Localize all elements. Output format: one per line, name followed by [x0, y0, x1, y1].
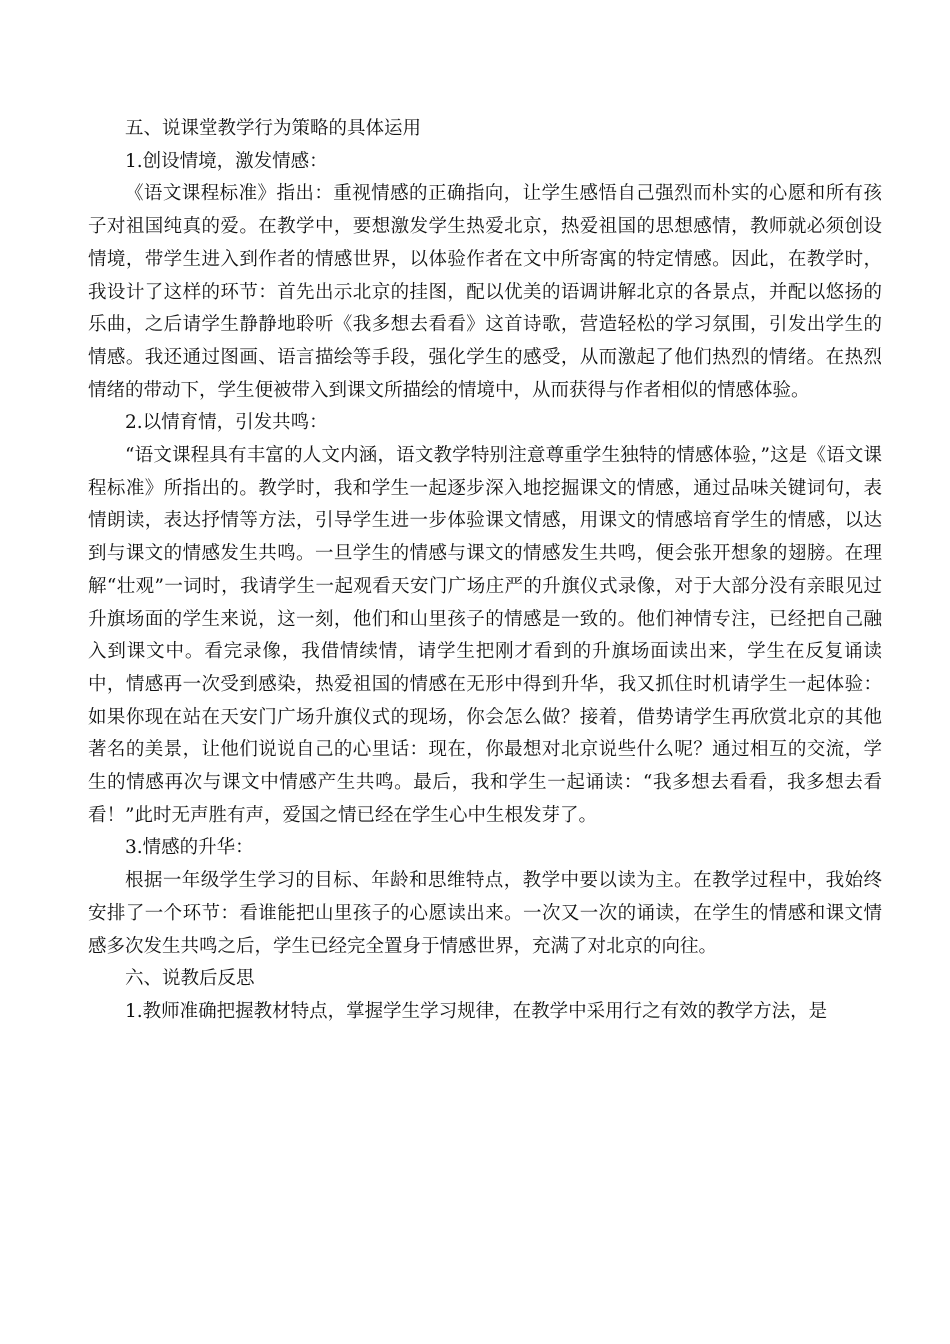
paragraph-create-scene: 《语文课程标准》指出：重视情感的正确指向，让学生感悟自己强烈而朴实的心愿和所有孩子对祖国纯真的爱。在教学中，要想激发学生热爱北京，热爱祖国的思想感情，教师就必须创设情境，带学生进入到作者的情感世界，以体验作者在文中所寄寓的特定情感。因此，在教学时，我设计了这样的环节：首先出示北京的挂图，配以优美的语调讲解北京的各景点，并配以悠扬的乐曲，之后请学生静静地聆听《我多想去看看》这首诗歌，营造轻松的学习氛围，引发出学生的情感。我还通过图画、语言描绘等手段，强化学生的感受，从而激起了他们热烈的情绪。在热烈情绪的带动下，学生便被带入到课文所描绘的情境中，从而获得与作者相似的情感体验。 [88, 183, 882, 401]
paragraph-emotion-sublimation: 根据一年级学生学习的目标、年龄和思维特点，教学中要以读为主。在教学过程中，我始终安排了一个环节：看谁能把山里孩子的心愿读出来。一次又一次的诵读，在学生的情感和课文情感多次发生共鸣之后，学生已经完全置身于情感世界，充满了对北京的向往。 [88, 870, 882, 957]
paragraph-reflection-one: 1.教师准确把握教材特点，掌握学生学习规律，在教学中采用行之有效的教学方法，是 [125, 1000, 828, 1022]
subheading-emotion-sublimation: 3.情感的升华： [125, 837, 254, 859]
subheading-create-scene: 1.创设情境，激发情感： [125, 150, 328, 172]
paragraph-emotion-resonance: “语文课程具有丰富的人文内涵，语文教学特别注意尊重学生独特的情感体验，”这是《语文课程标准》所指出的。教学时，我和学生一起逐步深入地挖掘课文的情感，通过品味关键词句，表情朗读，表达抒情等方法，引导学生进一步体验课文情感，用课文的情感培育学生的情感，以达到与课文的情感发生共鸣。一旦学生的情感与课文的情感发生共鸣，便会张开想象的翅膀。在理解“壮观”一词时，我请学生一起观看天安门广场庄严的升旗仪式录像，对于大部分没有亲眼见过升旗场面的学生来说，这一刻，他们和山里孩子的情感是一致的。他们神情专注，已经把自己融入到课文中。看完录像，我借情续情，请学生把刚才看到的升旗场面读出来，学生在反复诵读中，情感再一次受到感染，热爱祖国的情感在无形中得到升华，我又抓住时机请学生一起体验：如果你现在站在天安门广场升旗仪式的现场，你会怎么做？接着，借势请学生再欣赏北京的其他著名的美景，让他们说说自己的心里话：现在，你最想对北京说些什么呢？通过相互的交流，学生的情感再次与课文中情感产生共鸣。最后，我和学生一起诵读：“我多想去看看，我多想去看看！”此时无声胜有声，爱国之情已经在学生心中生根发芽了。 [88, 445, 882, 826]
document-body [88, 113, 882, 1029]
section-heading-six: 六、说教后反思 [125, 968, 255, 990]
subheading-emotion-resonance: 2.以情育情，引发共鸣： [125, 412, 328, 434]
section-heading-five: 五、说课堂教学行为策略的具体运用 [125, 118, 422, 139]
